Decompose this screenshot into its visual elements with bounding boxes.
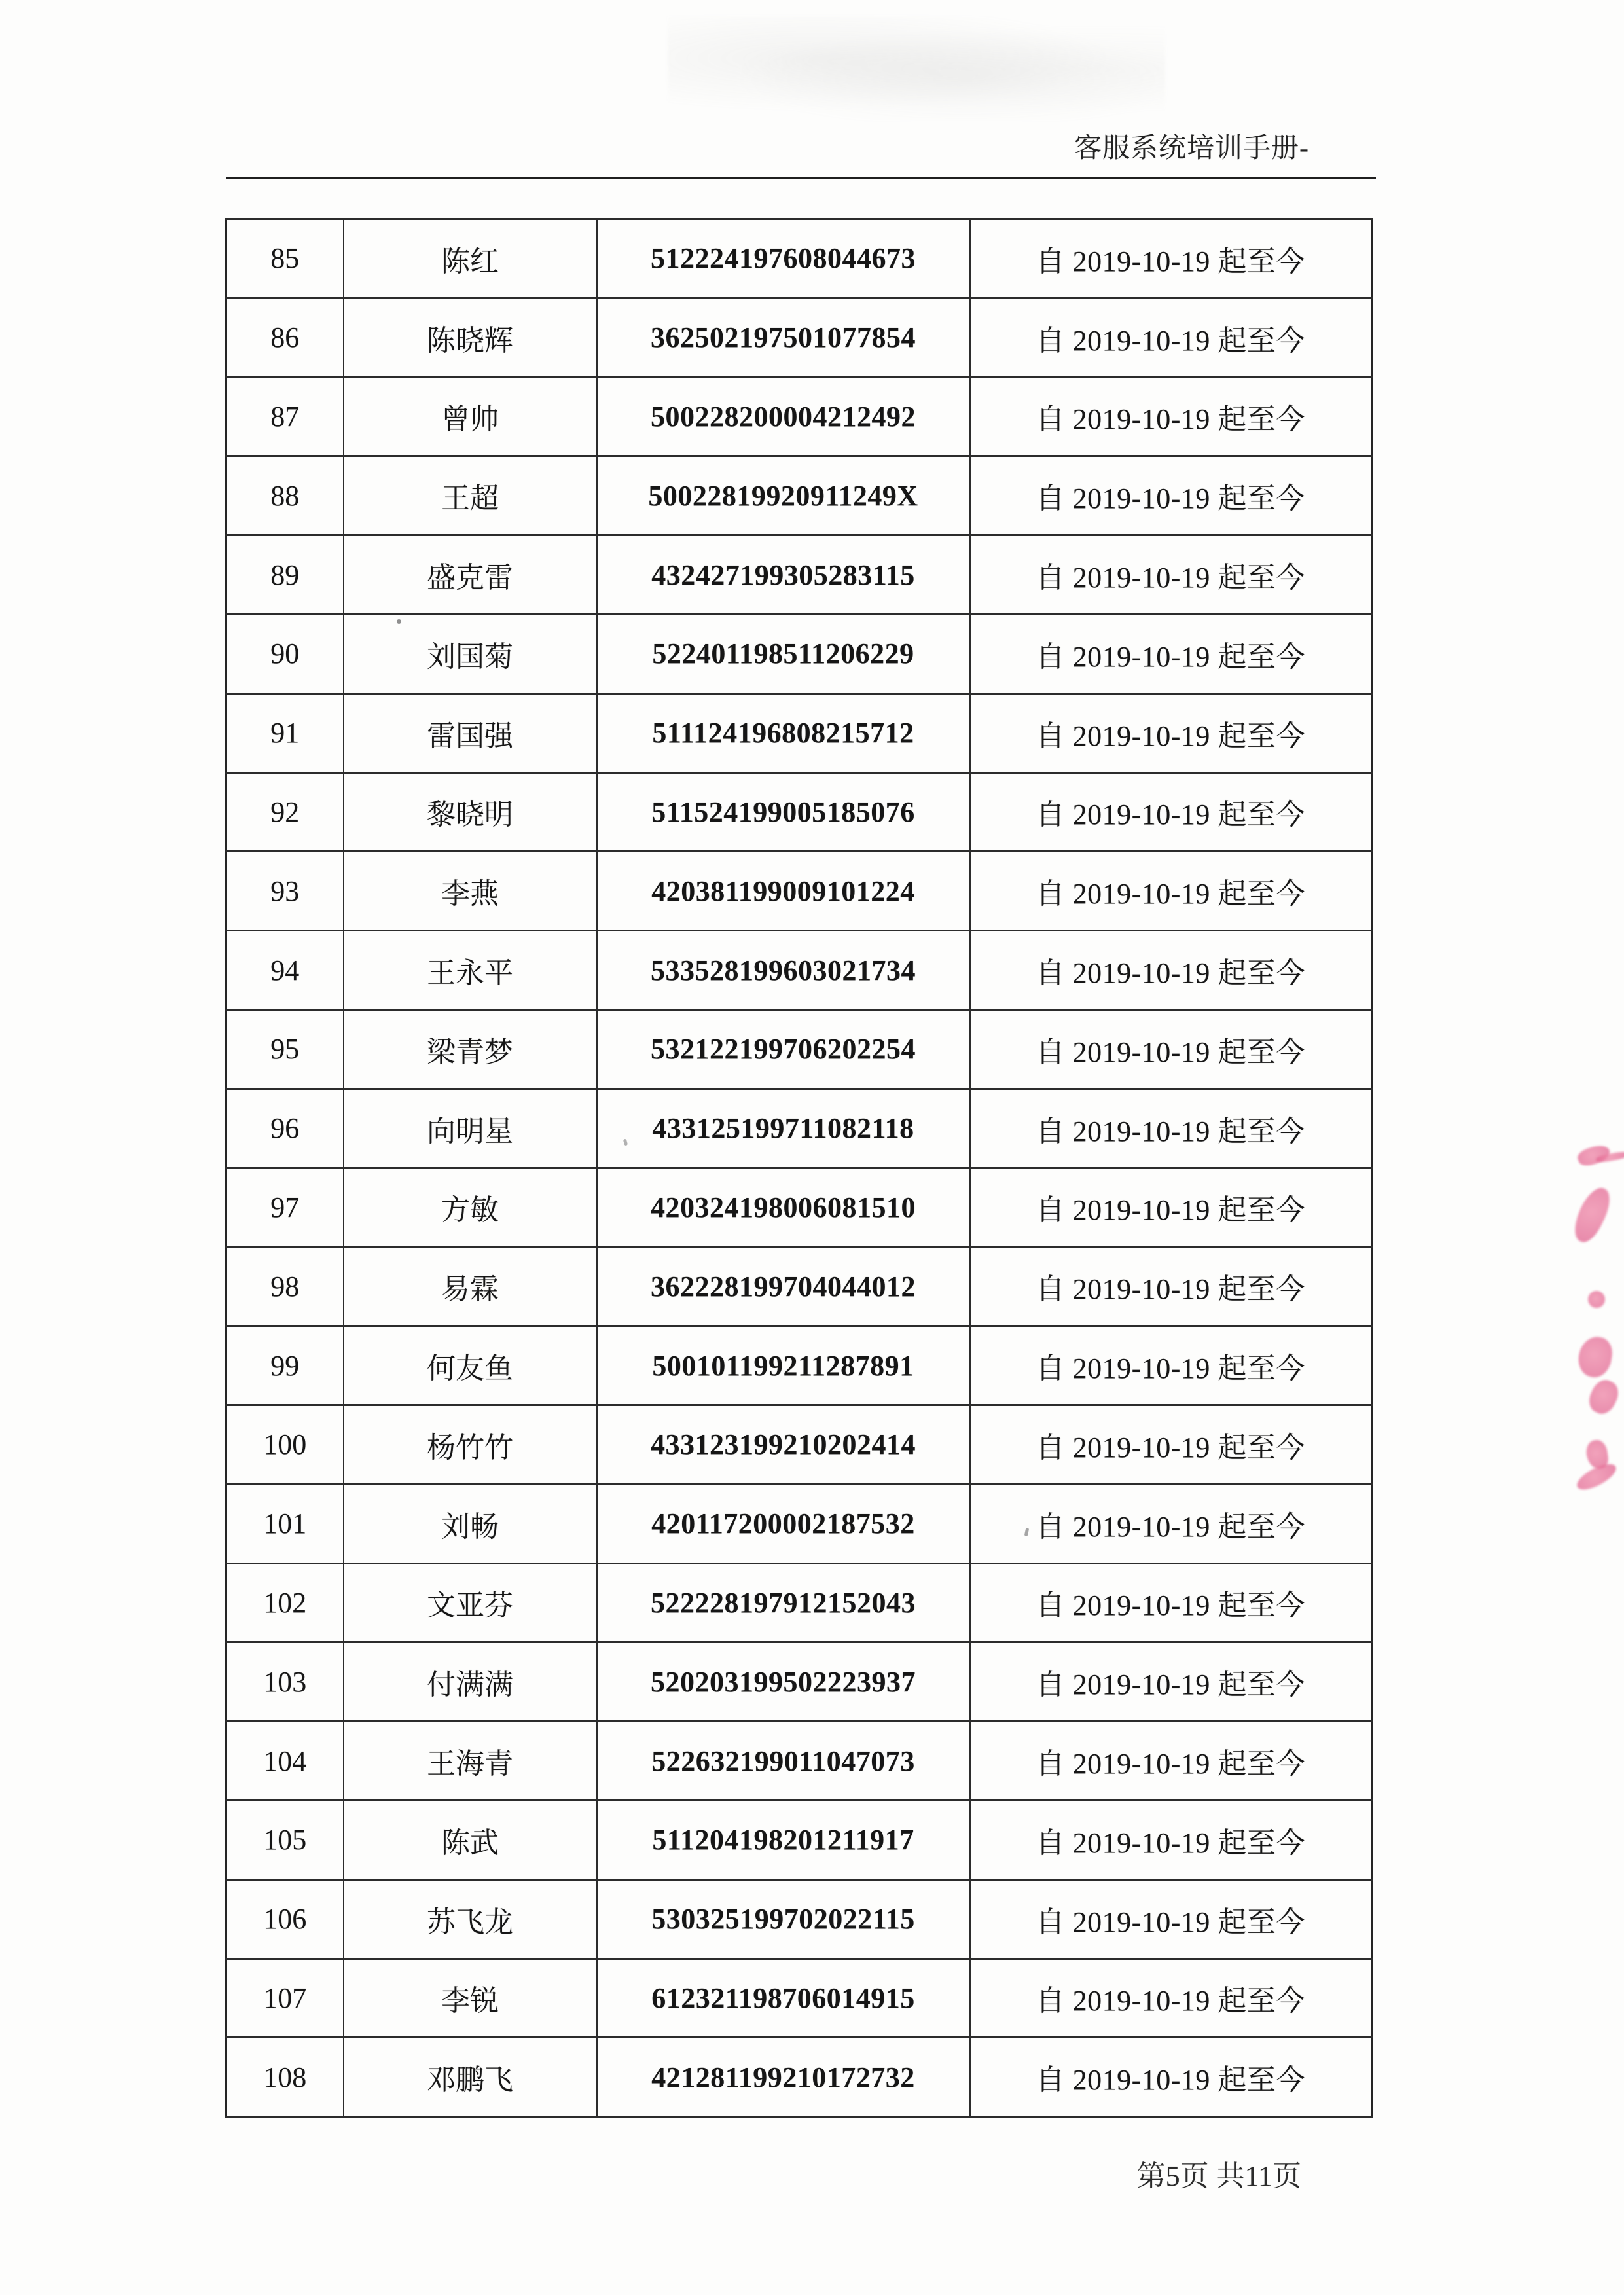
scan-speck xyxy=(397,619,401,624)
cell-name: 向明星 xyxy=(344,1089,597,1168)
roster-row xyxy=(226,1642,1372,1722)
cell-period: 自 2019-10-19 起至今 xyxy=(970,931,1372,1010)
cell-period: 自 2019-10-19 起至今 xyxy=(970,1247,1372,1326)
scan-noise-artifact xyxy=(668,16,1165,121)
cell-period: 自 2019-10-19 起至今 xyxy=(970,535,1372,615)
cell-row-number: 93 xyxy=(226,852,344,931)
cell-row-number: 103 xyxy=(226,1642,344,1722)
cell-period: 自 2019-10-19 起至今 xyxy=(970,614,1372,693)
cell-name: 盛克雷 xyxy=(344,535,597,615)
cell-period: 自 2019-10-19 起至今 xyxy=(970,377,1372,456)
cell-row-number: 86 xyxy=(226,298,344,377)
cell-row-number: 90 xyxy=(226,614,344,693)
cell-id-number: 522401198511206229 xyxy=(597,614,970,693)
page-header-title: 客服系统培训手册- xyxy=(1074,134,1309,164)
cell-name: 黎晓明 xyxy=(344,772,597,852)
cell-period: 自 2019-10-19 起至今 xyxy=(970,456,1372,535)
cell-id-number: 532122199706202254 xyxy=(597,1009,970,1089)
roster-row xyxy=(226,219,1372,298)
seal-stamp-fragment xyxy=(1588,1291,1605,1308)
cell-name: 雷国强 xyxy=(344,693,597,772)
cell-id-number: 433125199711082118 xyxy=(597,1089,970,1168)
roster-row xyxy=(226,2038,1372,2117)
roster-row xyxy=(226,1800,1372,1879)
cell-row-number: 85 xyxy=(226,219,344,298)
cell-row-number: 92 xyxy=(226,772,344,852)
cell-name: 刘国菊 xyxy=(344,614,597,693)
cell-id-number: 511204198201211917 xyxy=(597,1800,970,1879)
cell-period: 自 2019-10-19 起至今 xyxy=(970,1168,1372,1247)
cell-id-number: 500228200004212492 xyxy=(597,377,970,456)
seal-stamp-fragment xyxy=(1567,1185,1617,1245)
cell-row-number: 95 xyxy=(226,1009,344,1089)
cell-period: 自 2019-10-19 起至今 xyxy=(970,1959,1372,2038)
cell-id-number: 420324198006081510 xyxy=(597,1168,970,1247)
cell-row-number: 106 xyxy=(226,1879,344,1959)
cell-name: 易霖 xyxy=(344,1247,597,1326)
cell-row-number: 88 xyxy=(226,456,344,535)
cell-id-number: 432427199305283115 xyxy=(597,535,970,615)
cell-id-number: 420381199009101224 xyxy=(597,852,970,931)
cell-row-number: 100 xyxy=(226,1405,344,1484)
cell-row-number: 87 xyxy=(226,377,344,456)
cell-id-number: 533528199603021734 xyxy=(597,931,970,1010)
cell-name: 曾帅 xyxy=(344,377,597,456)
cell-name: 邓鹏飞 xyxy=(344,2038,597,2117)
cell-id-number: 520203199502223937 xyxy=(597,1642,970,1722)
cell-id-number: 433123199210202414 xyxy=(597,1405,970,1484)
cell-period: 自 2019-10-19 起至今 xyxy=(970,219,1372,298)
roster-row xyxy=(226,1326,1372,1405)
roster-table-body xyxy=(226,219,1372,2117)
cell-id-number: 362228199704044012 xyxy=(597,1247,970,1326)
cell-period: 自 2019-10-19 起至今 xyxy=(970,1642,1372,1722)
roster-row xyxy=(226,852,1372,931)
seal-stamp-fragment xyxy=(1576,1334,1615,1380)
cell-row-number: 107 xyxy=(226,1959,344,2038)
roster-row xyxy=(226,693,1372,772)
seal-stamp-fragment xyxy=(1585,1376,1623,1418)
header-divider-line xyxy=(226,177,1376,179)
cell-period: 自 2019-10-19 起至今 xyxy=(970,1405,1372,1484)
cell-name: 付满满 xyxy=(344,1642,597,1722)
cell-name: 王永平 xyxy=(344,931,597,1010)
cell-period: 自 2019-10-19 起至今 xyxy=(970,693,1372,772)
cell-period: 自 2019-10-19 起至今 xyxy=(970,772,1372,852)
cell-row-number: 94 xyxy=(226,931,344,1010)
cell-row-number: 89 xyxy=(226,535,344,615)
roster-row xyxy=(226,1722,1372,1801)
cell-row-number: 91 xyxy=(226,693,344,772)
cell-name: 文亚芬 xyxy=(344,1563,597,1642)
roster-row xyxy=(226,298,1372,377)
cell-id-number: 511524199005185076 xyxy=(597,772,970,852)
cell-name: 李燕 xyxy=(344,852,597,931)
cell-period: 自 2019-10-19 起至今 xyxy=(970,1009,1372,1089)
cell-name: 陈武 xyxy=(344,1800,597,1879)
cell-id-number: 612321198706014915 xyxy=(597,1959,970,2038)
cell-period: 自 2019-10-19 起至今 xyxy=(970,1879,1372,1959)
cell-name: 王超 xyxy=(344,456,597,535)
cell-row-number: 108 xyxy=(226,2038,344,2117)
cell-name: 王海青 xyxy=(344,1722,597,1801)
cell-id-number: 362502197501077854 xyxy=(597,298,970,377)
cell-row-number: 96 xyxy=(226,1089,344,1168)
cell-id-number: 420117200002187532 xyxy=(597,1484,970,1563)
cell-id-number: 50022819920911249X xyxy=(597,456,970,535)
cell-period: 自 2019-10-19 起至今 xyxy=(970,1563,1372,1642)
roster-row xyxy=(226,1879,1372,1959)
roster-row xyxy=(226,535,1372,615)
cell-period: 自 2019-10-19 起至今 xyxy=(970,1800,1372,1879)
cell-id-number: 512224197608044673 xyxy=(597,219,970,298)
roster-table xyxy=(225,218,1373,2118)
cell-row-number: 98 xyxy=(226,1247,344,1326)
cell-name: 李锐 xyxy=(344,1959,597,2038)
roster-row xyxy=(226,1405,1372,1484)
cell-row-number: 97 xyxy=(226,1168,344,1247)
cell-row-number: 102 xyxy=(226,1563,344,1642)
cell-name: 何友鱼 xyxy=(344,1326,597,1405)
cell-id-number: 522228197912152043 xyxy=(597,1563,970,1642)
cell-row-number: 99 xyxy=(226,1326,344,1405)
cell-period: 自 2019-10-19 起至今 xyxy=(970,2038,1372,2117)
cell-name: 杨竹竹 xyxy=(344,1405,597,1484)
cell-name: 苏飞龙 xyxy=(344,1879,597,1959)
roster-row xyxy=(226,1247,1372,1326)
roster-row xyxy=(226,377,1372,456)
cell-name: 刘畅 xyxy=(344,1484,597,1563)
roster-row xyxy=(226,1089,1372,1168)
roster-row xyxy=(226,1484,1372,1563)
cell-name: 梁青梦 xyxy=(344,1009,597,1089)
roster-row xyxy=(226,1009,1372,1089)
roster-row xyxy=(226,772,1372,852)
cell-row-number: 101 xyxy=(226,1484,344,1563)
cell-period: 自 2019-10-19 起至今 xyxy=(970,1089,1372,1168)
cell-name: 陈晓辉 xyxy=(344,298,597,377)
roster-row xyxy=(226,1563,1372,1642)
cell-period: 自 2019-10-19 起至今 xyxy=(970,852,1372,931)
cell-id-number: 421281199210172732 xyxy=(597,2038,970,2117)
roster-row xyxy=(226,456,1372,535)
footer-page-indicator: 第5页 共11页 xyxy=(1136,2160,1301,2192)
roster-row xyxy=(226,614,1372,693)
roster-row xyxy=(226,1168,1372,1247)
cell-name: 方敏 xyxy=(344,1168,597,1247)
cell-name: 陈红 xyxy=(344,219,597,298)
cell-id-number: 500101199211287891 xyxy=(597,1326,970,1405)
roster-row xyxy=(226,1959,1372,2038)
cell-row-number: 104 xyxy=(226,1722,344,1801)
cell-period: 自 2019-10-19 起至今 xyxy=(970,1326,1372,1405)
roster-row xyxy=(226,931,1372,1010)
cell-id-number: 511124196808215712 xyxy=(597,693,970,772)
cell-period: 自 2019-10-19 起至今 xyxy=(970,298,1372,377)
cell-id-number: 522632199011047073 xyxy=(597,1722,970,1801)
cell-period: 自 2019-10-19 起至今 xyxy=(970,1484,1372,1563)
cell-id-number: 530325199702022115 xyxy=(597,1879,970,1959)
cell-period: 自 2019-10-19 起至今 xyxy=(970,1722,1372,1801)
cell-row-number: 105 xyxy=(226,1800,344,1879)
